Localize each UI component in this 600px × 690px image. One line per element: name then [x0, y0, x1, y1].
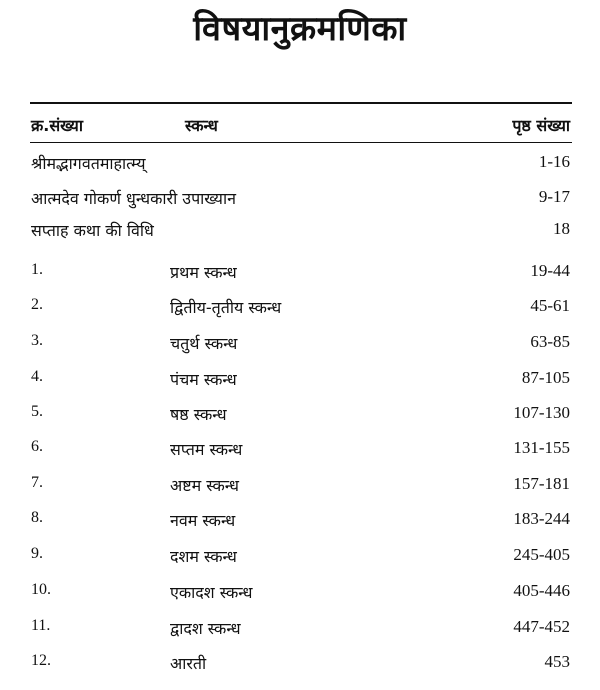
header-top-rule — [30, 102, 572, 104]
toc-row — [0, 509, 600, 533]
intro-row-text: सप्ताह कथा की विधि — [31, 221, 154, 240]
section-column-header: स्कन्ध — [185, 116, 218, 135]
toc-row-page: 405-446 — [513, 581, 570, 600]
toc-row-number: 2. — [31, 296, 43, 313]
toc-row-page: 19-44 — [530, 261, 570, 280]
toc-row-section: द्वादश स्कन्ध — [170, 619, 241, 638]
toc-row-section: षष्ठ स्कन्ध — [170, 405, 227, 424]
page-column-header: पृष्ठ संख्या — [512, 116, 570, 135]
intro-row-text: आत्मदेव गोकर्ण धुन्धकारी उपाख्यान — [31, 189, 236, 208]
intro-row-page: 1-16 — [538, 152, 570, 171]
toc-row-section: पंचम स्कन्ध — [170, 370, 237, 389]
toc-row — [0, 296, 600, 320]
intro-row — [0, 187, 600, 211]
toc-row-page: 131-155 — [513, 438, 570, 457]
toc-row-number: 7. — [31, 474, 43, 491]
toc-row — [0, 474, 600, 498]
toc-row-section: एकादश स्कन्ध — [170, 583, 253, 602]
toc-row-number: 4. — [31, 368, 43, 385]
intro-row — [0, 219, 600, 243]
toc-row-page: 447-452 — [513, 617, 570, 636]
serial-column-header: क्र.संख्या — [31, 116, 83, 135]
toc-row-page: 45-61 — [530, 296, 570, 315]
toc-row-number: 11. — [31, 617, 51, 634]
toc-row-page: 453 — [544, 652, 570, 671]
toc-row — [0, 581, 600, 605]
intro-row — [0, 152, 600, 176]
toc-row-page: 63-85 — [530, 332, 570, 351]
toc-row — [0, 368, 600, 392]
toc-row-number: 6. — [31, 438, 43, 455]
toc-row-number: 3. — [31, 332, 43, 349]
toc-row — [0, 617, 600, 641]
intro-row-page: 9-17 — [538, 187, 570, 206]
toc-row — [0, 332, 600, 356]
toc-row-number: 9. — [31, 545, 43, 562]
toc-row — [0, 403, 600, 427]
toc-row-number: 5. — [31, 403, 43, 420]
toc-row-section: सप्तम स्कन्ध — [170, 440, 243, 459]
toc-row-page: 183-244 — [513, 509, 570, 528]
toc-row-number: 1. — [31, 261, 43, 278]
toc-row-section: प्रथम स्कन्ध — [170, 263, 237, 282]
toc-row-section: अष्टम स्कन्ध — [170, 476, 240, 495]
toc-row-number: 12. — [31, 652, 51, 669]
toc-row-number: 8. — [31, 509, 43, 526]
toc-row-section: द्वितीय-तृतीय स्कन्ध — [170, 298, 282, 317]
toc-row — [0, 438, 600, 462]
toc-row — [0, 545, 600, 569]
toc-row-section: नवम स्कन्ध — [170, 511, 236, 530]
intro-row-page: 18 — [553, 219, 570, 238]
toc-row-page: 245-405 — [513, 545, 570, 564]
toc-row — [0, 652, 600, 676]
page-title: विषयानुक्रमणिका — [193, 9, 407, 49]
toc-row-page: 107-130 — [513, 403, 570, 422]
toc-row-page: 157-181 — [513, 474, 570, 493]
toc-row-section: आरती — [170, 654, 207, 673]
intro-row-text: श्रीमद्भागवतमाहात्म्य् — [31, 154, 146, 173]
toc-row-number: 10. — [31, 581, 51, 598]
toc-row-section: दशम स्कन्ध — [170, 547, 237, 566]
header-bottom-rule — [30, 142, 572, 143]
toc-row-page: 87-105 — [521, 368, 570, 387]
toc-row-section: चतुर्थ स्कन्ध — [170, 334, 238, 353]
toc-row — [0, 261, 600, 285]
